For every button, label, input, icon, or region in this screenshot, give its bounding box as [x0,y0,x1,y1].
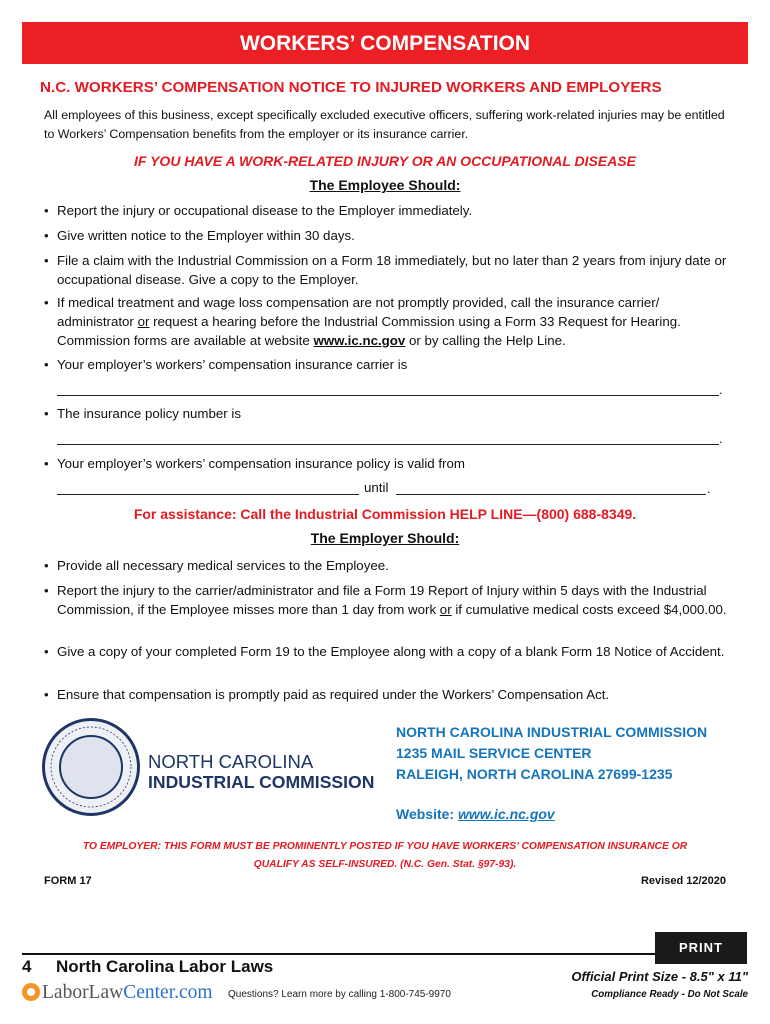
page-number: 4 [22,957,32,976]
section-heading: IF YOU HAVE A WORK-RELATED INJURY OR AN OCCUPATIONAL DISEASE [134,153,636,169]
employer-bullet-4: • Ensure that compensation is promptly paid as required under the Workers’ Compensation Act. [44,687,610,702]
employee-heading: The Employee Should: [309,177,461,193]
insurance-carrier-field[interactable] [57,395,719,396]
field-period: . [719,431,723,446]
employer-bullet-1: • Provide all necessary medical services to the Employee. [44,558,389,573]
employer-bullet-3: • Give a copy of your completed Form 19 to the Employee along with a copy of a blank Form 18 Notice of Accident. [44,644,725,659]
footer-divider [22,953,662,955]
policy-number-field[interactable] [57,444,719,445]
website-url-link[interactable]: www.ic.nc.gov [457,806,555,822]
book-title: North Carolina Labor Laws [56,957,274,976]
address-line-3: RALEIGH, NORTH CAROLINA 27699-1235 [396,766,673,782]
valid-until-field[interactable] [396,494,706,495]
valid-from-field[interactable] [57,494,359,495]
employee-bullet-3: • File a claim with the Industrial Commission on a Form 18 immediately, but no later than 2 years from injury date or occupational disease. Give a copy to the Employer. [44,253,727,287]
logo-line-1: NORTH CAROLINA [148,751,314,772]
revised-date: Revised 12/2020 [640,875,726,887]
print-button[interactable]: PRINT [655,932,747,964]
state-seal [42,718,140,816]
nci-logo [148,752,374,792]
employee-bullet-1: • Report the injury or occupational disease to the Employer immediately. [44,203,473,218]
website-link[interactable]: www.ic.nc.gov [313,333,406,348]
address-line-2: 1235 MAIL SERVICE CENTER [396,745,592,761]
title-banner: WORKERS’ COMPENSATION [22,22,748,64]
laborlawcenter-logo: LaborLawCenter.com [22,982,213,1004]
employer-heading: The Employer Should: [310,530,460,546]
employee-bullet-5: • Your employer’s workers’ compensation insurance carrier is [44,357,408,372]
official-print-size: Official Print Size - 8.5" x 11" [571,969,748,984]
compliance-note: Compliance Ready - Do Not Scale [591,989,748,1000]
employee-bullet-6: • The insurance policy number is [44,406,242,421]
pin-icon [22,983,40,1001]
field-period: . [719,382,723,397]
website-line: Website: www.ic.nc.gov [396,806,555,822]
form-number: FORM 17 [44,875,92,887]
posting-notice: TO EMPLOYER: THIS FORM MUST BE PROMINENTLY POSTED IF YOU HAVE WORKERS’ COMPENSATION INSURANCE OR QUALIFY AS SELF-INSURED. (N.C. Gen. Stat. §97-93). [82,841,688,870]
address-block [396,722,707,785]
field-period: . [707,481,711,496]
employee-bullet-2: • Give written notice to the Employer within 30 days. [44,228,355,243]
assistance-line: For assistance: Call the Industrial Commission HELP LINE—(800) 688-8349. [133,506,637,522]
notice-title: N.C. WORKERS’ COMPENSATION NOTICE TO INJURED WORKERS AND EMPLOYERS [40,79,662,96]
intro-paragraph: All employees of this business, except specifically excluded executive officers, suffering work-related injuries may be entitled to Workers’ Compensation benefits from the employer or its insurance carrier. [44,108,725,141]
employee-bullet-7: • Your employer’s workers’ compensation insurance policy is valid from [44,456,465,471]
logo-line-2: INDUSTRIAL COMMISSION [148,772,375,792]
until-label: until [364,480,389,495]
employer-bullet-2: • Report the injury to the carrier/administrator and file a Form 19 Report of Injury within 5 days with the Industrial Commission, if the Employee misses more than 1 day from work or if cumulative medical costs exceed $4,000.00. [44,583,727,617]
address-line-1: NORTH CAROLINA INDUSTRIAL COMMISSION [396,724,708,740]
seal-center-icon [59,735,123,799]
questions-text: Questions? Learn more by calling 1-800-745-9970 [228,989,451,1000]
employee-bullet-4: • If medical treatment and wage loss compensation are not promptly provided, call the insurance carrier/ administrator or request a hearing before the Industrial Commission using a Form 33 Request for Hearing. Commission forms are available at website www.ic.nc.gov or by calling the Help Line. [44,295,681,348]
